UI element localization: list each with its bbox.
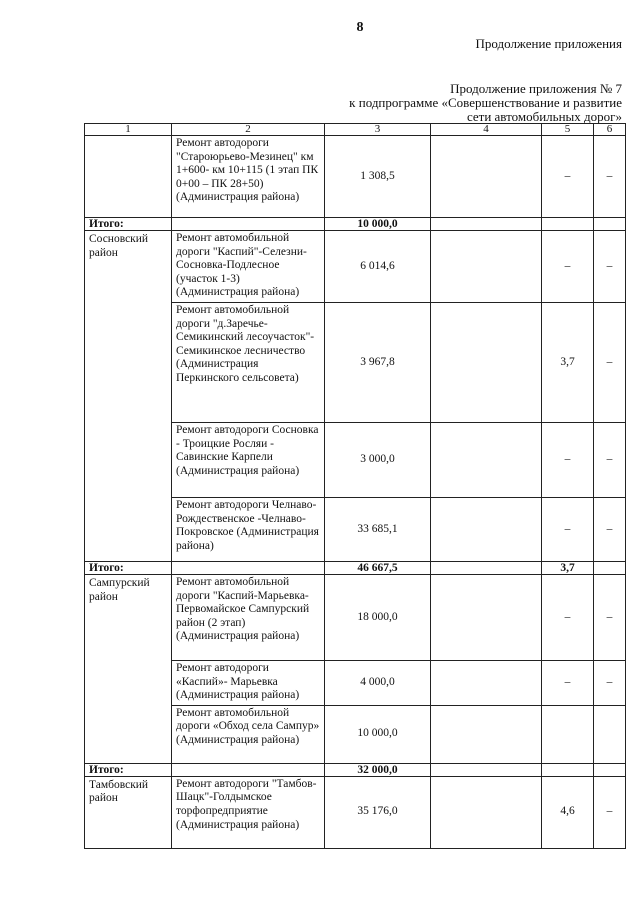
amount-cell: 6 014,6 xyxy=(325,231,431,303)
col-header-5: 5 xyxy=(542,124,594,136)
continuation-title: Продолжение приложения xyxy=(475,36,622,51)
col4-cell xyxy=(431,705,542,763)
length-cell: – xyxy=(542,136,594,218)
col6-cell: – xyxy=(594,136,626,218)
length-cell: – xyxy=(542,660,594,705)
total-empty-cell xyxy=(431,763,542,776)
total-row xyxy=(85,763,626,776)
col6-cell: – xyxy=(594,574,626,660)
amount-cell: 3 967,8 xyxy=(325,302,431,422)
district-cell xyxy=(85,136,172,218)
total-amount: 10 000,0 xyxy=(325,218,431,231)
col-header-4: 4 xyxy=(431,124,542,136)
amount-cell: 35 176,0 xyxy=(325,776,431,848)
col4-cell xyxy=(431,574,542,660)
length-cell: 4,6 xyxy=(542,776,594,848)
col-header-3: 3 xyxy=(325,124,431,136)
total-empty-cell xyxy=(172,561,325,574)
total-empty-cell xyxy=(172,763,325,776)
page-number: 8 xyxy=(356,20,364,35)
table-row xyxy=(85,231,626,303)
length-cell: – xyxy=(542,574,594,660)
district-name: Тамбовский район xyxy=(85,776,172,848)
col4-cell xyxy=(431,231,542,303)
table-row xyxy=(85,136,626,218)
amount-cell: 1 308,5 xyxy=(325,136,431,218)
col6-cell: – xyxy=(594,302,626,422)
col-header-2: 2 xyxy=(172,124,325,136)
total-empty-cell xyxy=(172,218,325,231)
total-empty-cell xyxy=(594,218,626,231)
total-empty-cell xyxy=(594,561,626,574)
road-description: Ремонт автомобильной дороги "Каспий"-Селезни-Сосновка-Подлесное (участок 1-3) (Администрация района) xyxy=(172,231,325,303)
amount-cell: 4 000,0 xyxy=(325,660,431,705)
road-description: Ремонт автомобильной дороги "д.Заречье-Семикинский лесоучасток"-Семикинское лесничество (Администрация Перкинского сельсовета) xyxy=(172,302,325,422)
total-length xyxy=(542,763,594,776)
col6-cell: – xyxy=(594,497,626,561)
col6-cell: – xyxy=(594,776,626,848)
total-label: Итого: xyxy=(85,763,172,776)
total-empty-cell xyxy=(594,763,626,776)
road-description: Ремонт автодороги Челнаво- Рождественское -Челнаво-Покровское (Администрация района) xyxy=(172,497,325,561)
total-empty-cell xyxy=(431,561,542,574)
col-header-6: 6 xyxy=(594,124,626,136)
length-cell: – xyxy=(542,231,594,303)
district-name: Сампурский район xyxy=(85,574,172,763)
length-cell xyxy=(542,705,594,763)
amount-cell: 33 685,1 xyxy=(325,497,431,561)
road-description: Ремонт автомобильной дороги "Каспий-Марьевка-Первомайское Сампурский район (2 этап) (Администрация района) xyxy=(172,574,325,660)
col4-cell xyxy=(431,776,542,848)
col4-cell xyxy=(431,497,542,561)
col4-cell xyxy=(431,136,542,218)
annex-header-line1: Продолжение приложения № 7 xyxy=(450,81,622,96)
annex-header-line3: сети автомобильных дорог» xyxy=(466,109,622,124)
total-empty-cell xyxy=(431,218,542,231)
road-description: Ремонт автодороги «Каспий»- Марьевка (Администрация района) xyxy=(172,660,325,705)
road-description: Ремонт автодороги Сосновка - Троицкие Росляи - Савинские Карпели (Администрация района) xyxy=(172,422,325,497)
amount-cell: 3 000,0 xyxy=(325,422,431,497)
col4-cell xyxy=(431,422,542,497)
col4-cell xyxy=(431,660,542,705)
length-cell: – xyxy=(542,422,594,497)
district-name: Сосновский район xyxy=(85,231,172,562)
road-description: Ремонт автодороги "Староюрьево-Мезинец" км 1+600- км 10+115 (1 этап ПК 0+00 – ПК 28+50) (Администрация района) xyxy=(172,136,325,218)
total-amount: 32 000,0 xyxy=(325,763,431,776)
col-header-1: 1 xyxy=(85,124,172,136)
length-cell: – xyxy=(542,497,594,561)
col6-cell: – xyxy=(594,660,626,705)
annex-header xyxy=(349,82,622,124)
total-row xyxy=(85,561,626,574)
table-row xyxy=(85,776,626,848)
table-row xyxy=(85,574,626,660)
col6-cell: – xyxy=(594,231,626,303)
total-label: Итого: xyxy=(85,218,172,231)
length-cell: 3,7 xyxy=(542,302,594,422)
road-description: Ремонт автомобильной дороги «Обход села Сампур» (Администрация района) xyxy=(172,705,325,763)
amount-cell: 18 000,0 xyxy=(325,574,431,660)
col4-cell xyxy=(431,302,542,422)
roads-table xyxy=(84,123,626,849)
road-description: Ремонт автодороги "Тамбов-Шацк"-Голдымское торфопредприятие (Администрация района) xyxy=(172,776,325,848)
total-length: 3,7 xyxy=(542,561,594,574)
col6-cell: – xyxy=(594,422,626,497)
total-amount: 46 667,5 xyxy=(325,561,431,574)
total-row xyxy=(85,218,626,231)
column-number-row xyxy=(85,124,626,136)
total-label: Итого: xyxy=(85,561,172,574)
annex-header-line2: к подпрограмме «Совершенствование и развитие xyxy=(349,95,622,110)
amount-cell: 10 000,0 xyxy=(325,705,431,763)
total-length xyxy=(542,218,594,231)
col6-cell xyxy=(594,705,626,763)
